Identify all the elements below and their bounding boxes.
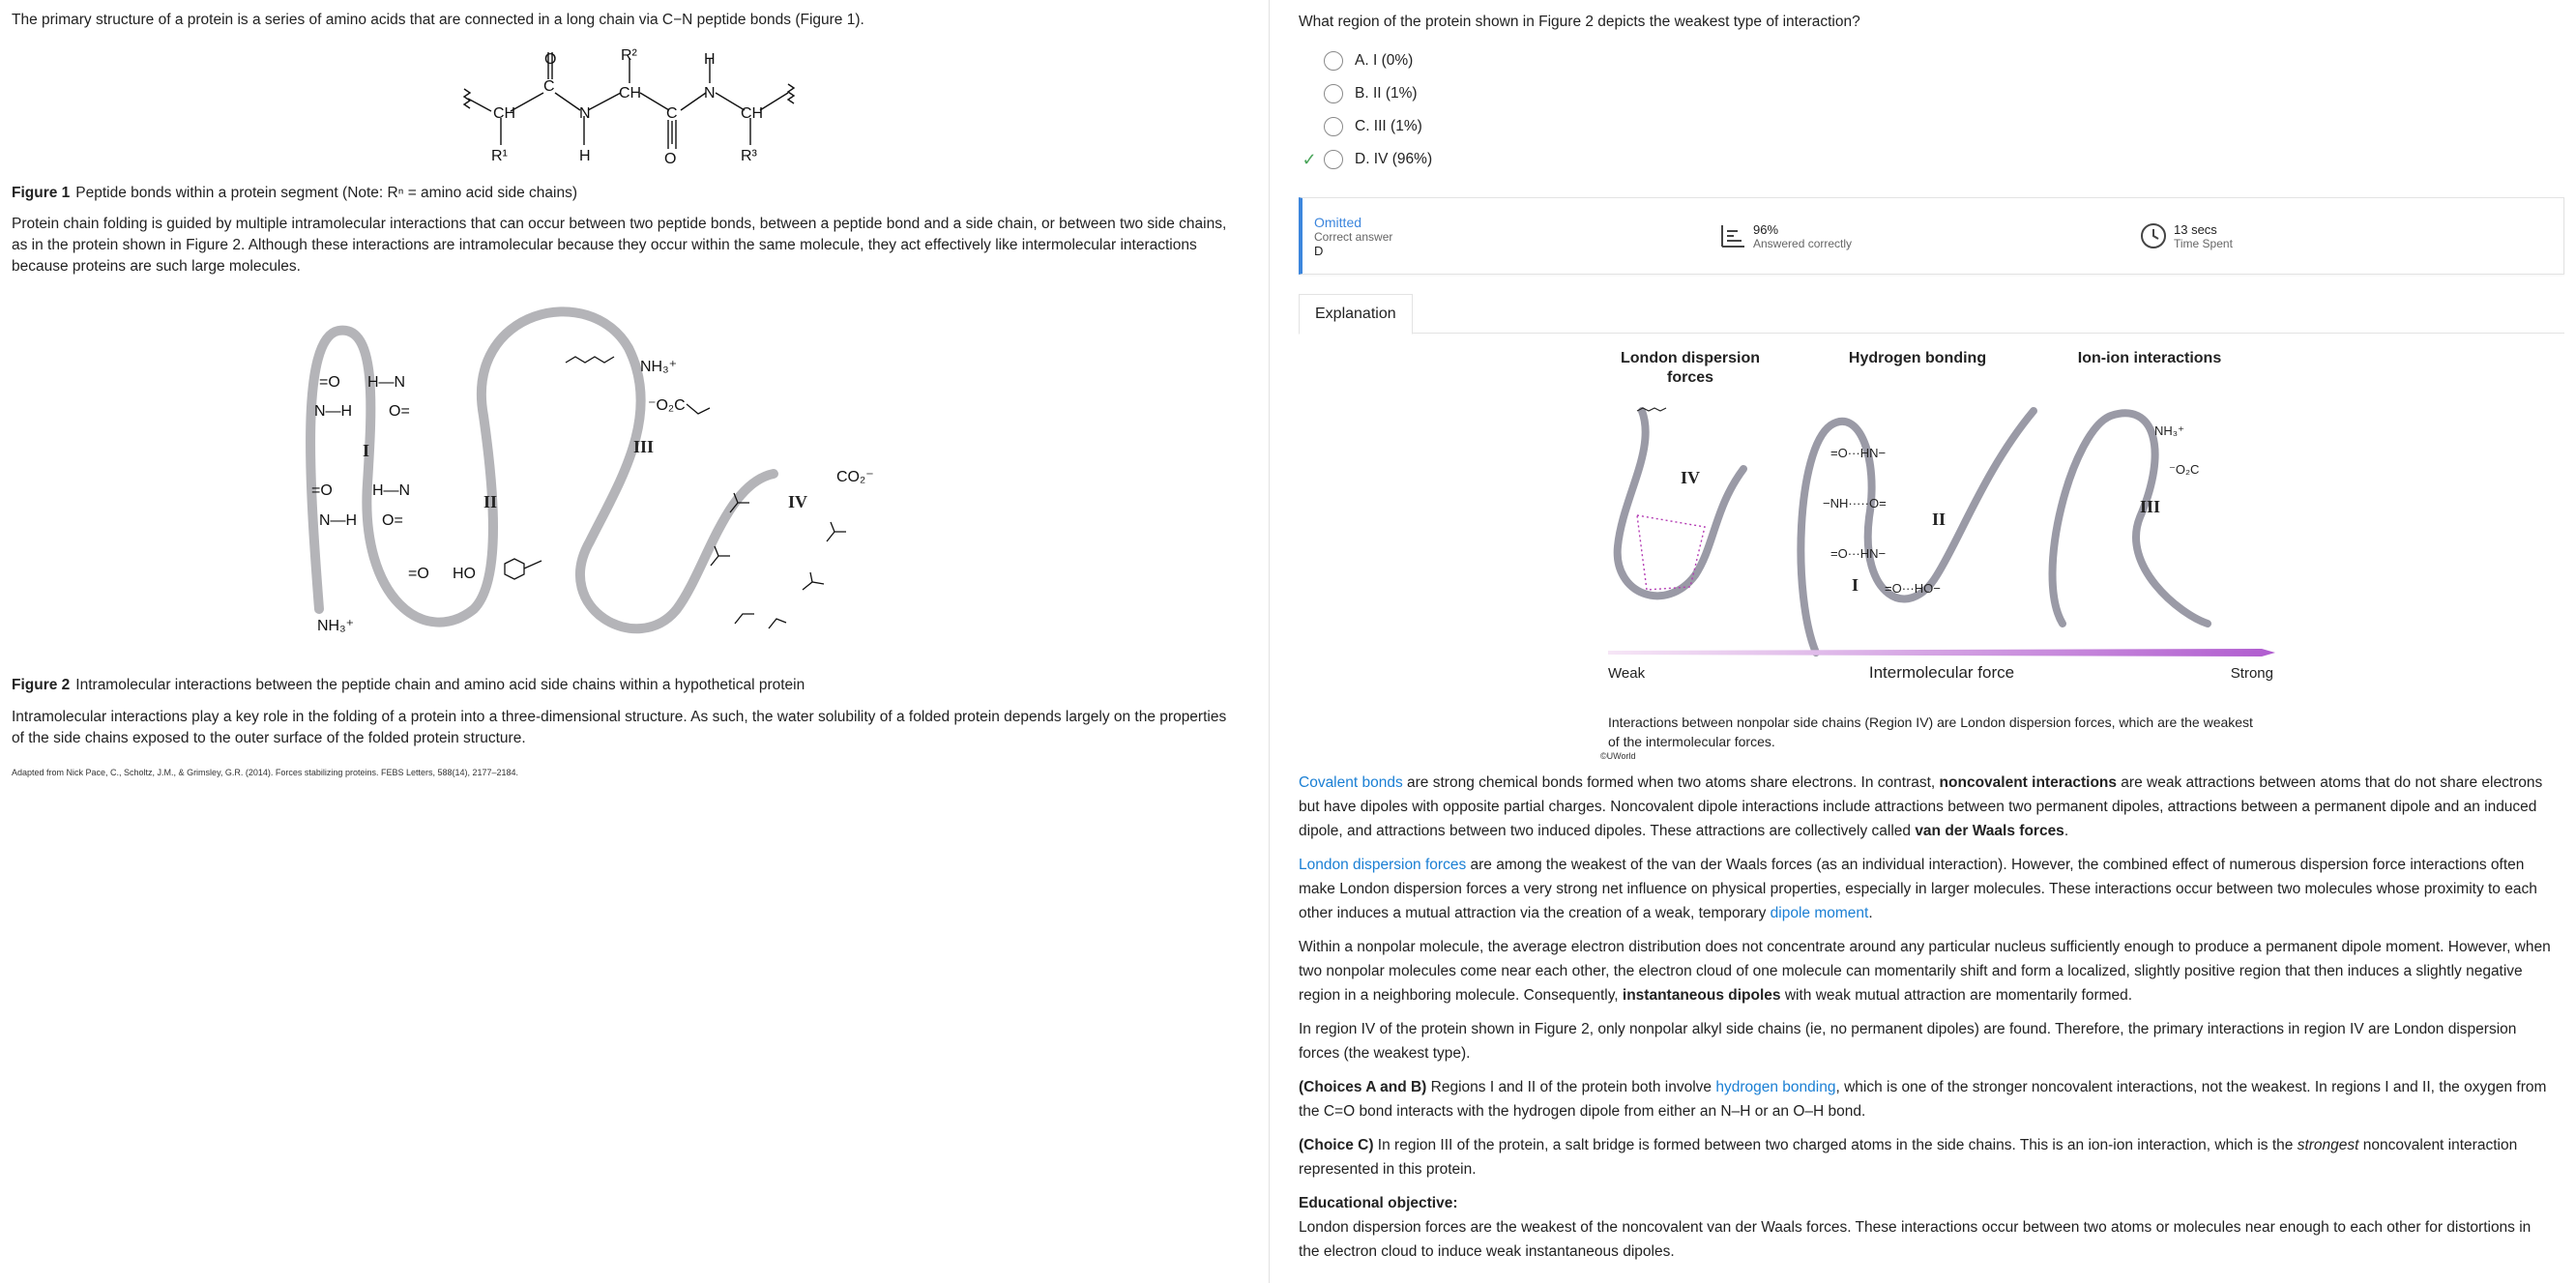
fig2-o2c: ⁻O₂C	[648, 397, 686, 414]
fig-o2c: ⁻O₂C	[2169, 462, 2200, 477]
fig-hbond-3: =O···HN−	[1830, 546, 1887, 561]
checkmark-icon: ✓	[1302, 149, 1317, 169]
fig2-nh-1: N—H	[314, 403, 353, 420]
figure-1-peptide-diagram	[454, 41, 861, 171]
figure-2-caption-text: Intramolecular interactions between the peptide chain and amino acid side chains within a hypothetical protein	[75, 677, 805, 693]
fig1-ch-1: CH	[493, 105, 516, 122]
figure-1-label: Figure 1	[12, 185, 71, 201]
fig-col1-line2: forces	[1666, 369, 1714, 386]
fig-col1-line1: London dispersion	[1621, 350, 1760, 366]
choice-a-radio[interactable]	[1324, 51, 1343, 71]
fig-region-1: I	[1852, 575, 1859, 595]
fig1-n-1: N	[579, 105, 591, 122]
fig2-oc-1: O=	[389, 403, 410, 420]
fig1-h-2: H	[704, 51, 716, 68]
percent-value: 96%	[1753, 221, 1779, 237]
fig-region-4: IV	[1681, 468, 1701, 487]
explanation-figure	[1598, 343, 2295, 749]
percent-label: Answered correctly	[1753, 236, 1853, 250]
fig-weak: Weak	[1608, 665, 1646, 682]
explanation-p5-bold-1: (Choices A and B)	[1299, 1079, 1427, 1095]
fig1-r2: R²	[621, 47, 637, 64]
explanation-p6-bold-1: (Choice C)	[1299, 1137, 1374, 1153]
fig2-nh3: NH₃⁺	[317, 618, 355, 634]
fig-hbond-1: =O···HN−	[1830, 446, 1887, 460]
explanation-p1-bold-1: noncovalent interactions	[1939, 774, 2117, 791]
explanation-body	[1299, 771, 2556, 1264]
fig2-hn-1: H—N	[367, 374, 406, 391]
fig2-region-3: III	[633, 437, 655, 456]
fig-region-3: III	[2140, 497, 2161, 516]
correct-answer-value: D	[1314, 243, 1324, 258]
figure-2-label: Figure 2	[12, 677, 71, 693]
educational-objective-text: London dispersion forces are the weakest of the noncovalent van der Waals forces. These interactions occur between two atoms or molecules near enough to each other for distortions in the electron cloud to induce weak instantaneous dipoles.	[1299, 1219, 2532, 1260]
choice-b-radio[interactable]	[1324, 84, 1343, 103]
explanation-p5-text-2: , which is one of the stronger noncovalent interactions, not the weakest. In regions I and II, the oxygen from the C=O bond interacts with the hydrogen dipole from either an N–H or an O–H bond.	[1299, 1079, 2547, 1120]
explanation-p1-text-2: are weak attractions between atoms that do not share electrons but have dipoles with opposite partial charges. Noncovalent dipole interactions include attractions between two permanent dipoles, attractions between a permanent dipole and an induced dipole, and attractions between two induced dipoles. These attractions are collectively called	[1299, 774, 2543, 839]
time-value: 13 secs	[2174, 221, 2217, 237]
fig-region-2: II	[1932, 510, 1947, 529]
explanation-p6-text-2: noncovalent interaction represented in this protein.	[1299, 1137, 2518, 1178]
explanation-p3-bold-1: instantaneous dipoles	[1622, 987, 1781, 1004]
fig-hbond-4: =O···HO−	[1885, 581, 1941, 596]
fig1-ch-2: CH	[619, 85, 642, 102]
educational-objective-title: Educational objective:	[1299, 1195, 1458, 1211]
status-text: Omitted	[1314, 214, 1362, 230]
link-hydrogen-bonding[interactable]: hydrogen bonding	[1715, 1079, 1836, 1095]
fig-nh3: NH₃⁺	[2154, 423, 2184, 438]
question-stem: What region of the protein shown in Figure 2 depicts the weakest type of interaction?	[1299, 14, 1860, 30]
choice-b-label: B. II (1%)	[1355, 85, 1418, 102]
fig1-n-2: N	[704, 85, 716, 102]
explanation-p1-bold-2: van der Waals forces	[1915, 823, 2064, 839]
fig1-o-1: O	[544, 51, 557, 68]
passage-pane	[0, 0, 1269, 1283]
fig-axis-label: Intermolecular force	[1868, 663, 2015, 682]
explanation-p1-text-1: are strong chemical bonds formed when two atoms share electrons. In contrast,	[1402, 774, 1940, 791]
passage-paragraph-3: Intramolecular interactions play a key role in the folding of a protein into a three-dimensional structure. As such, the water solubility of a folded protein depends largely on the properties of the side chains exposed to the outer surface of the folded protein structure.	[12, 709, 1227, 746]
bar-chart-icon	[1718, 221, 1747, 250]
fig1-o-2: O	[664, 151, 677, 167]
fig2-co-1: =O	[319, 374, 340, 391]
fig2-co2: CO₂⁻	[836, 469, 874, 485]
fig2-hn-2: H—N	[372, 482, 411, 499]
fig-hbond-2: −NH·····O=	[1823, 496, 1887, 510]
choice-c[interactable]	[1299, 110, 2564, 143]
stat-percent	[1718, 221, 2139, 250]
stat-time	[2139, 221, 2233, 250]
choice-d-radio[interactable]	[1324, 150, 1343, 169]
explanation-p2-text-1: are among the weakest of the van der Waals forces (as an individual interaction). However, the combined effect of numerous dispersion force interactions often make London dispersion forces a very strong net influence on physical properties, especially in larger molecules. These interactions occur between two molecules whose proximity to each other induces a mutual attraction via the creation of a weak, temporary	[1299, 857, 2537, 921]
tab-explanation[interactable]: Explanation	[1299, 294, 1413, 335]
explanation-paragraph-3	[1299, 935, 2556, 1007]
stat-omitted	[1303, 215, 1718, 258]
fig-strong: Strong	[2230, 665, 2273, 682]
fig1-r3: R³	[741, 148, 757, 164]
question-pane	[1270, 0, 2576, 1283]
answer-stats-bar	[1299, 197, 2564, 275]
choice-c-radio[interactable]	[1324, 117, 1343, 136]
fig1-ch-3: CH	[741, 105, 764, 122]
fig2-oc-2: O=	[382, 512, 403, 529]
explanation-p5-text-1: Regions I and II of the protein both involve	[1426, 1079, 1716, 1095]
fig1-c-1: C	[543, 78, 555, 95]
fig-col2: Hydrogen bonding	[1848, 350, 1987, 366]
explanation-p1-text-3: .	[2064, 823, 2069, 839]
fig1-c-2: C	[666, 105, 678, 122]
choice-d[interactable]	[1299, 143, 2564, 176]
time-label: Time Spent	[2174, 236, 2233, 250]
fig2-region-2: II	[483, 492, 498, 511]
fig2-region-1: I	[363, 441, 370, 460]
link-dipole-moment[interactable]: dipole moment	[1770, 905, 1869, 921]
explanation-p3-text-1: Within a nonpolar molecule, the average electron distribution does not concentrate around any particular nucleus sufficiently enough to produce a permanent dipole moment. However, when two nonpolar molecules come near each other, the electron cloud of one molecule can momentarily shift and form a localized, slightly positive region that then induces a slightly negative region in a neighboring molecule. Consequently,	[1299, 939, 2551, 1004]
choice-a-label: A. I (0%)	[1355, 52, 1414, 69]
explanation-paragraph-4: In region IV of the protein shown in Figure 2, only nonpolar alkyl side chains (ie, no permanent dipoles) are found. Therefore, the primary interactions in region IV are London dispersion forces (the weakest type).	[1299, 1021, 2517, 1062]
explanation-paragraph-5	[1299, 1075, 2556, 1123]
explanation-paragraph-2	[1299, 853, 2556, 925]
passage-intro: The primary structure of a protein is a series of amino acids that are connected in a long chain via C−N peptide bonds (Figure 1).	[12, 12, 864, 28]
choice-b[interactable]	[1299, 77, 2564, 110]
explanation-p6-text-1: In region III of the protein, a salt bridge is formed between two charged atoms in the side chains. This is an ion-ion interaction, which is the	[1373, 1137, 2298, 1153]
explanation-p3-text-2: with weak mutual attraction are momentarily formed.	[1780, 987, 2133, 1004]
explanation-paragraph-1	[1299, 771, 2556, 843]
figure-2-caption	[12, 675, 805, 696]
fig2-region-4: IV	[788, 492, 808, 511]
passage-citation: Adapted from Nick Pace, C., Scholtz, J.M., & Grimsley, G.R. (2014). Forces stabilizing proteins. FEBS Letters, 588(14), 2177–2184.	[12, 768, 519, 777]
fig1-r1: R¹	[491, 148, 508, 164]
fig2-ho: HO	[453, 566, 476, 582]
answer-choices	[1299, 44, 2564, 176]
figure-1-caption	[12, 183, 577, 204]
fig2-nh3-2: NH₃⁺	[640, 359, 678, 375]
fig2-co-3: =O	[408, 566, 429, 582]
explanation-p2-text-2: .	[1868, 905, 1873, 921]
copyright: ©UWorld	[1600, 751, 1636, 761]
figure-2-protein-diagram	[300, 290, 977, 648]
explanation-tabs	[1299, 294, 2564, 334]
link-london-dispersion[interactable]: London dispersion forces	[1299, 857, 1467, 873]
fig2-co-2: =O	[311, 482, 333, 499]
fig-col3: Ion-ion interactions	[2077, 350, 2222, 366]
explanation-p6-italic-1: strongest	[2297, 1137, 2359, 1153]
passage-paragraph-2: Protein chain folding is guided by multiple intramolecular interactions that can occur between two peptide bonds, between a peptide bond and a side chain, or between two side chains, as in the protein shown in Figure 2. Although these interactions are intramolecular because they occur within the same molecule, they act effectively like intermolecular interactions because proteins are such large molecules.	[12, 216, 1227, 275]
fig2-nh-2: N—H	[319, 512, 358, 529]
clock-icon	[2139, 221, 2168, 250]
explanation-figure-caption: Interactions between nonpolar side chains (Region IV) are London dispersion forces, which are the weakest of the intermolecular forces.	[1608, 714, 2253, 749]
choice-d-label: D. IV (96%)	[1355, 151, 1433, 167]
link-covalent-bonds[interactable]: Covalent bonds	[1299, 774, 1403, 791]
fig1-h-1: H	[579, 148, 591, 164]
explanation-paragraph-6	[1299, 1133, 2556, 1181]
choice-c-label: C. III (1%)	[1355, 118, 1422, 134]
figure-1-caption-text: Peptide bonds within a protein segment (Note: Rⁿ = amino acid side chains)	[75, 185, 578, 201]
choice-a[interactable]	[1299, 44, 2564, 77]
correct-answer-label: Correct answer	[1314, 229, 1393, 244]
